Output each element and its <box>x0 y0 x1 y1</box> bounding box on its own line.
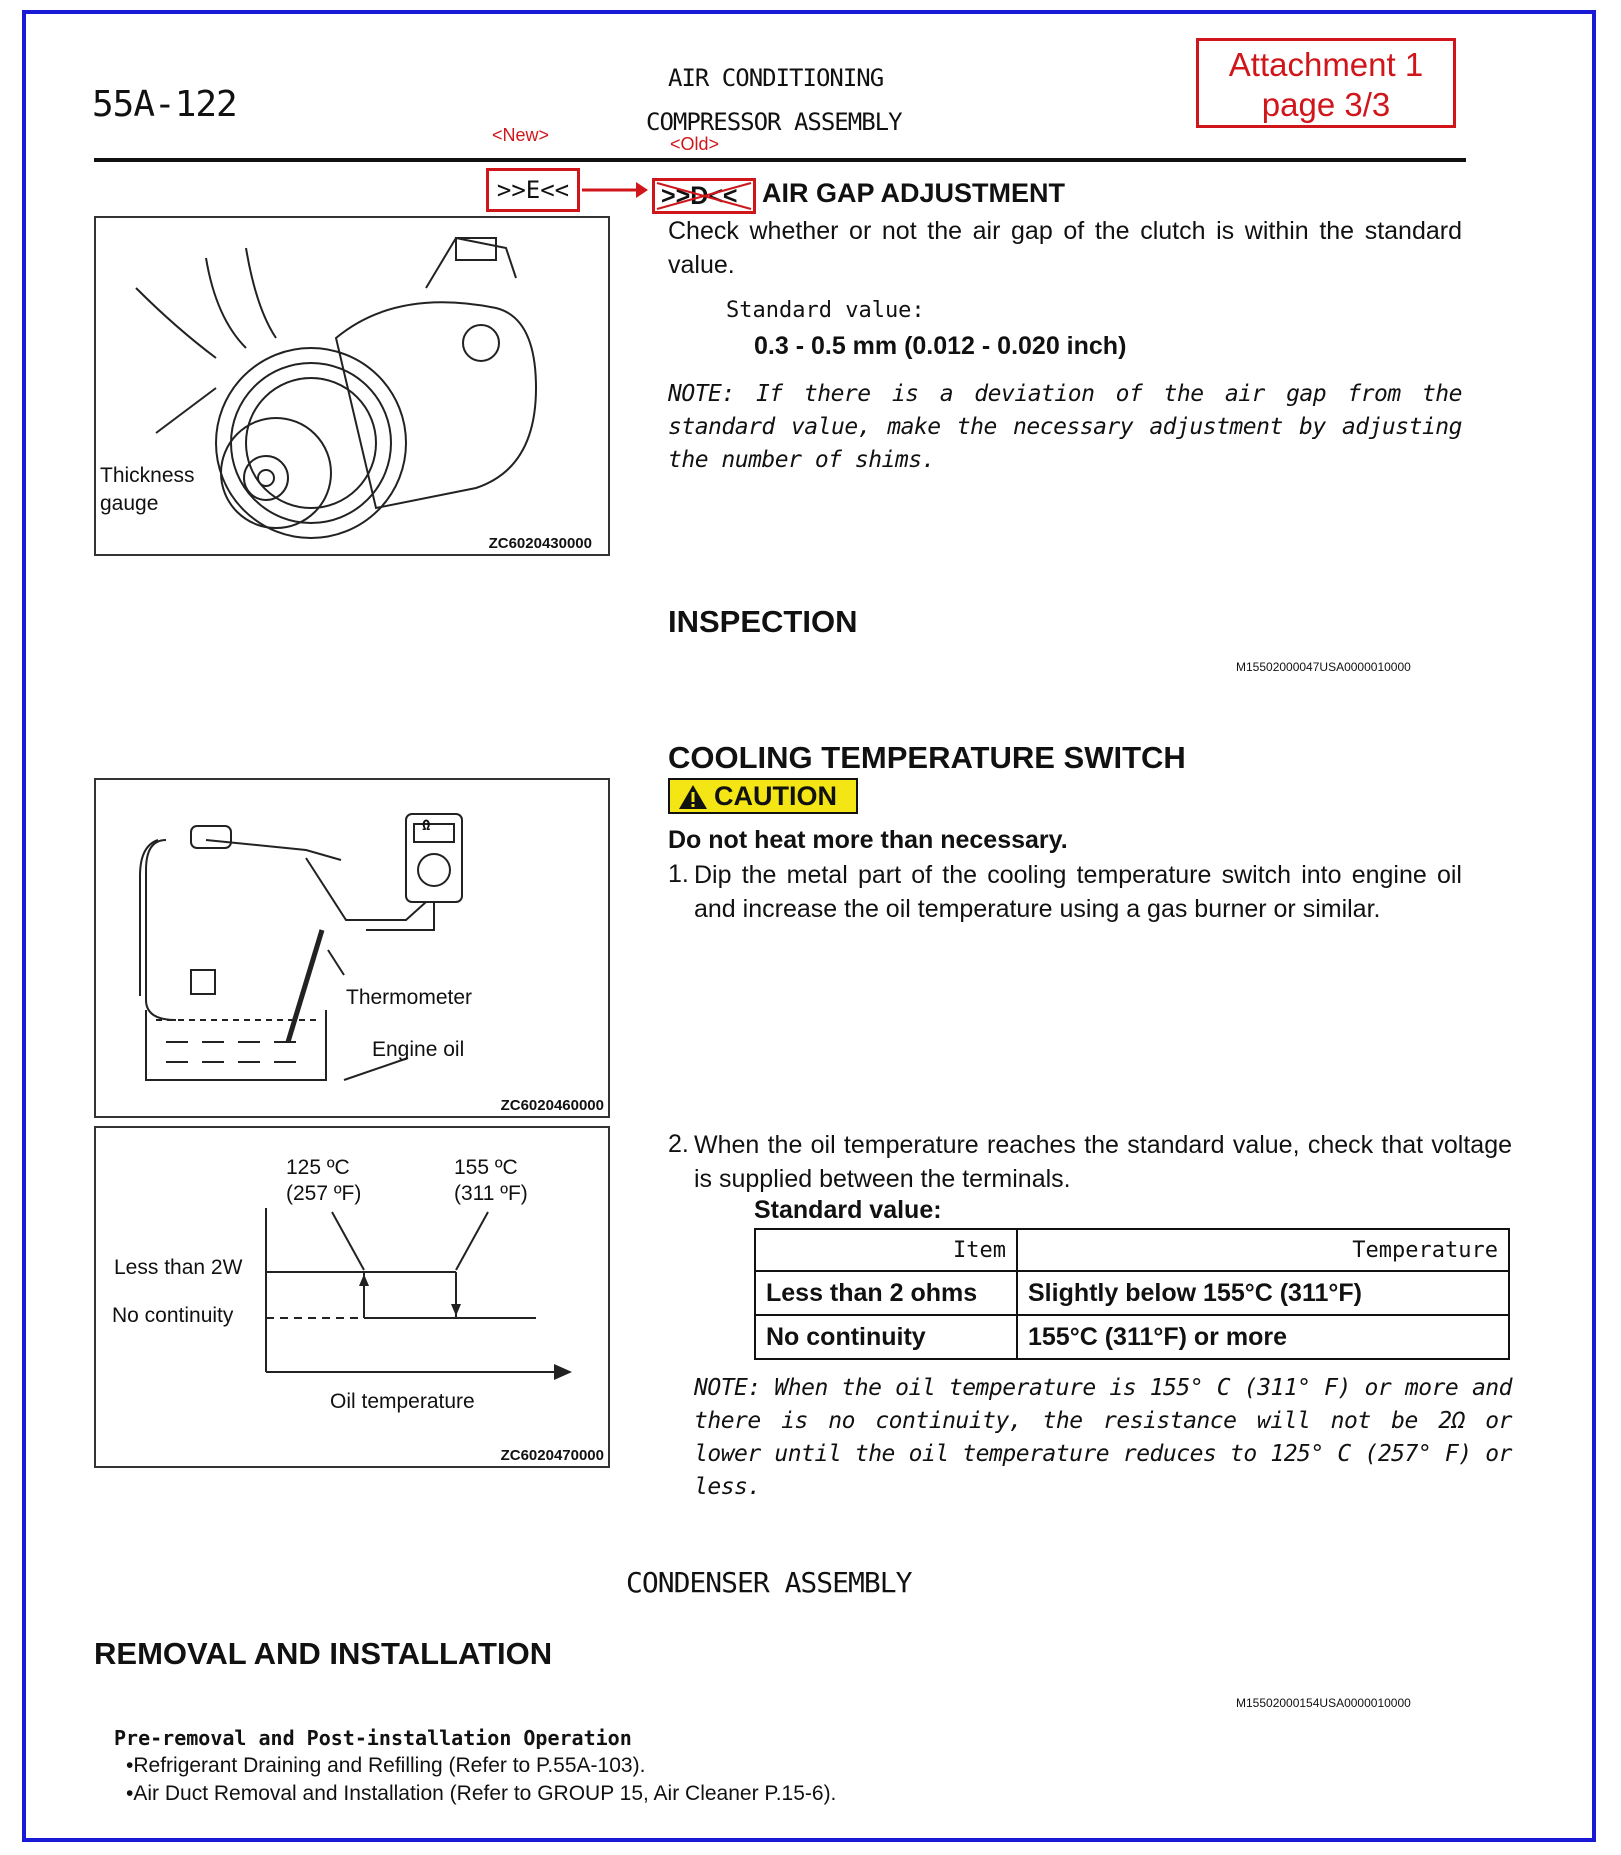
table-cell: Less than 2 ohms <box>755 1271 1017 1315</box>
warning-triangle-icon <box>678 784 708 810</box>
step1-number: 1. <box>668 860 689 888</box>
thermometer-figure <box>94 778 610 1118</box>
removal-installation-heading: REMOVAL AND INSTALLATION <box>94 1636 553 1671</box>
pre-removal-heading: Pre-removal and Post-installation Operation <box>114 1726 632 1750</box>
y-low-label: No continuity <box>112 1304 234 1327</box>
table-cell: 155°C (311°F) or more <box>1017 1315 1509 1359</box>
attachment-box <box>1196 38 1456 128</box>
list-item: •Air Duct Removal and Installation (Refer to GROUP 15, Air Cleaner P.15-6). <box>126 1782 837 1805</box>
engine-oil-label: Engine oil <box>372 1038 465 1061</box>
caution-text: Do not heat more than necessary. <box>668 826 1068 854</box>
continuity-graph <box>96 1128 608 1466</box>
inspection-heading: INSPECTION <box>668 604 858 639</box>
temp2-fahrenheit: (311 ºF) <box>454 1182 528 1205</box>
ohm-symbol: Ω <box>422 818 431 834</box>
air-gap-body: Check whether or not the air gap of the clutch is within the standard value. <box>668 217 1462 279</box>
table-header-item: Item <box>755 1229 1017 1271</box>
table-row <box>755 1315 1509 1359</box>
table-header-temperature: Temperature <box>1017 1229 1509 1271</box>
temp2-celsius: 155 ºC <box>454 1156 518 1179</box>
gauge-label: gauge <box>100 492 159 515</box>
condenser-title: CONDENSER ASSEMBLY <box>626 1566 912 1599</box>
continuity-graph-figure <box>94 1126 610 1468</box>
attachment-label: Attachment 1 <box>1228 46 1424 83</box>
step2-number: 2. <box>668 1130 689 1158</box>
header-title: AIR CONDITIONING <box>668 64 884 92</box>
step2-text: When the oil temperature reaches the standard value, check that voltage is supplied between the terminals. <box>694 1131 1512 1193</box>
header-subtitle: COMPRESSOR ASSEMBLY <box>646 108 902 136</box>
air-gap-heading: AIR GAP ADJUSTMENT <box>762 178 1066 208</box>
temp1-celsius: 125 ºC <box>286 1156 350 1179</box>
standard-value-table <box>754 1228 1510 1360</box>
table-row <box>755 1271 1509 1315</box>
step1-text: Dip the metal part of the cooling temperature switch into engine oil and increase the oil temperature using a gas burner or similar. <box>694 861 1462 923</box>
list-item: •Refrigerant Draining and Refilling (Refer to P.55A-103). <box>126 1754 646 1777</box>
test-setup-illustration <box>96 780 608 1116</box>
old-marker-box <box>652 178 756 214</box>
table-cell: Slightly below 155°C (311°F) <box>1017 1271 1509 1315</box>
arrow-right-icon <box>580 176 650 204</box>
new-label: <New> <box>492 125 550 145</box>
cooling-switch-heading: COOLING TEMPERATURE SWITCH <box>668 740 1186 775</box>
figure-code: ZC6020470000 <box>500 1447 604 1464</box>
compressor-figure <box>94 216 610 556</box>
attachment-page: page 3/3 <box>1261 86 1391 123</box>
x-axis-label: Oil temperature <box>330 1390 475 1413</box>
compressor-illustration <box>96 218 608 554</box>
switch-std-label: Standard value: <box>754 1196 942 1224</box>
caution-label: CAUTION <box>714 781 837 811</box>
thickness-label: Thickness <box>100 464 195 487</box>
header-rule <box>94 158 1466 162</box>
air-gap-note: NOTE: If there is a deviation of the air gap from the standard value, make the necessary adjustment by adjusting the number of shims. <box>668 381 1462 473</box>
air-gap-std-value: 0.3 - 0.5 mm (0.012 - 0.020 inch) <box>754 332 1127 360</box>
inspection-doc-id: M15502000047USA0000010000 <box>1236 660 1411 674</box>
air-gap-std-label: Standard value: <box>726 298 925 323</box>
switch-note: NOTE: When the oil temperature is 155° C (311° F) or more and there is no continuity, the resistance will not be 2Ω or lower until the oil temperature reduces to 125° C (257° F) or less. <box>694 1375 1512 1500</box>
old-marker: >>D<< <box>661 182 738 210</box>
table-cell: No continuity <box>755 1315 1017 1359</box>
new-marker: >>E<< <box>486 168 580 212</box>
table-header-row <box>755 1229 1509 1271</box>
page-number: 55A-122 <box>92 84 237 125</box>
caution-badge <box>668 778 858 814</box>
figure-code: ZC6020460000 <box>500 1097 604 1114</box>
strike-cross-icon <box>655 181 753 211</box>
thermometer-label: Thermometer <box>346 986 473 1009</box>
old-label: <Old> <box>670 134 720 154</box>
y-high-label: Less than 2W <box>114 1256 243 1279</box>
figure-code: ZC6020430000 <box>488 535 592 552</box>
temp1-fahrenheit: (257 ºF) <box>286 1182 362 1205</box>
condenser-doc-id: M15502000154USA0000010000 <box>1236 1696 1411 1710</box>
